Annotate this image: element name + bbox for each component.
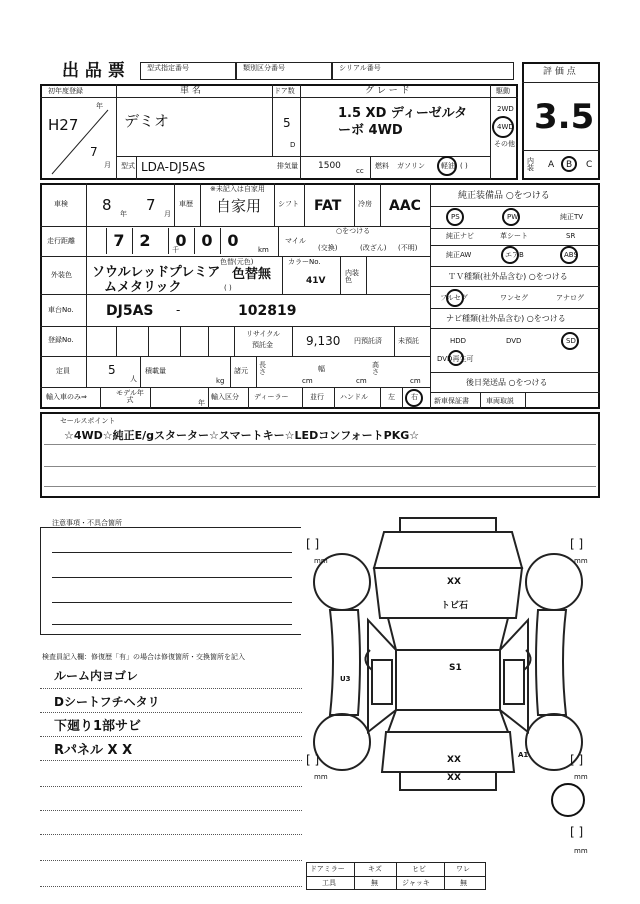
interior-color-label: 内装色 xyxy=(345,269,359,284)
height-cm: cm xyxy=(410,377,421,385)
km-unit: km xyxy=(258,246,269,254)
mm-spare: mm xyxy=(574,847,588,855)
note-line-1: ルーム内ヨゴレ xyxy=(54,669,139,683)
bracket-bl: [ ] xyxy=(306,753,320,767)
model-year-label: モデル年式 xyxy=(116,389,144,404)
tv-fullseg-circle xyxy=(446,289,464,307)
width-cm: cm xyxy=(356,377,367,385)
capacity-label: 定員 xyxy=(56,367,70,375)
car-name: デミオ xyxy=(124,112,170,130)
regno-label: 登録No. xyxy=(48,336,74,344)
grade-line-2: ーボ 4WD xyxy=(338,123,403,138)
mileage-digit-1: 2 xyxy=(132,228,157,254)
thousand-unit: 千 xyxy=(172,246,179,254)
fuel-diesel: 軽油 xyxy=(441,162,455,170)
inspector-label: 検査員記入欄：修復歴「有」の場合は修復箇所・交換箇所を記入 xyxy=(42,653,245,661)
drive-header: 駆動 xyxy=(496,87,510,95)
form-title: 出 品 票 xyxy=(62,61,125,81)
dims-label: 諸元 xyxy=(234,367,248,375)
mileage-digit-2: 0 xyxy=(168,228,193,254)
interior-b-circle xyxy=(561,156,577,172)
tv-fullseg: フルセグ xyxy=(440,294,468,302)
handle-right-circle xyxy=(405,389,423,407)
drive-4wd-circle xyxy=(492,116,514,138)
model-code: LDA-DJ5AS xyxy=(141,160,206,174)
first-reg-era: H27 xyxy=(48,116,79,134)
interior-a: A xyxy=(548,160,555,170)
import-dealer: ディーラー xyxy=(254,393,289,401)
car-name-header: 車 名 xyxy=(180,86,201,96)
odo-unknown: (不明) xyxy=(398,244,418,252)
repaint-value: 色替無 xyxy=(232,267,272,282)
later-warranty: 新車保証書 xyxy=(434,397,469,405)
mm-br: mm xyxy=(574,773,588,781)
width-label: 幅 xyxy=(318,365,325,373)
notes-bracket xyxy=(40,527,301,635)
bracket-spare: [ ] xyxy=(570,825,584,839)
doors-header: ドア数 xyxy=(274,87,295,95)
interior-c: C xyxy=(586,160,593,170)
oem-equipment-title: 純正装備品 ○をつける xyxy=(458,191,550,201)
fuel-diesel-circle xyxy=(437,156,457,176)
equip-leather: 革シート xyxy=(500,232,528,240)
acc-tools-value: 無 xyxy=(371,879,378,887)
dvd-play-circle xyxy=(448,350,464,366)
inspection-month: 7 xyxy=(146,196,156,214)
equip-ps: PS xyxy=(451,213,460,221)
inspection-year-unit: 年 xyxy=(120,210,127,218)
mileage-digit-4: 0 xyxy=(220,228,245,254)
length-cm: cm xyxy=(302,377,313,385)
color-no-label: カラーNo. xyxy=(288,258,321,266)
note-line-2: Dシートフチヘタリ xyxy=(54,695,160,709)
handle-label: ハンドル xyxy=(340,393,368,401)
equip-abs: ABS xyxy=(564,251,578,259)
bracket-br: [ ] xyxy=(570,753,584,767)
interior-label: 内装 xyxy=(527,157,534,172)
damage-xx-rear-2: XX xyxy=(447,773,461,783)
mm-tr: mm xyxy=(574,557,588,565)
mileage-label: 走行距離 xyxy=(47,237,75,245)
import-div-label: 輸入区分 xyxy=(211,393,239,401)
navi-type-title: ナビ種類(社外品含む) ○をつける xyxy=(446,314,566,323)
equip-airbag-circle xyxy=(501,246,519,264)
interior-b: B xyxy=(566,160,573,170)
equip-aw: 純正AW xyxy=(446,251,472,259)
equip-pw-circle xyxy=(502,208,520,226)
chassis-dash: - xyxy=(176,303,181,317)
history-label: 車歴 xyxy=(179,200,193,208)
navi-sd-circle xyxy=(561,332,579,350)
inspection-label: 車検 xyxy=(54,200,68,208)
equip-navi: 純正ナビ xyxy=(446,232,474,240)
aircon-label: 冷房 xyxy=(358,200,372,208)
grade-header: グ レ ー ド xyxy=(365,86,410,96)
drive-other: その他 xyxy=(494,140,515,148)
sales-point-label: セールスポイント xyxy=(60,417,116,425)
shift-value: FAT xyxy=(314,198,342,214)
acc-jack: ジャッキ xyxy=(402,879,430,887)
type-label: 型式 xyxy=(121,162,135,170)
later-shipping-title: 後日発送品 ○をつける xyxy=(466,378,548,387)
mileage-digit-0: 7 xyxy=(106,228,131,254)
fuel-gasoline: ガソリン xyxy=(397,162,425,170)
serial-label: シリアル番号 xyxy=(339,64,381,72)
history-note: ※未記入は自家用 xyxy=(210,185,265,193)
chassis-label: 車台No. xyxy=(48,306,74,314)
equip-ps-circle xyxy=(446,208,464,226)
acc-crack: ヒビ xyxy=(412,865,426,873)
handle-right: 右 xyxy=(411,393,418,401)
odo-exchange: (交換) xyxy=(318,244,338,252)
damage-xx-front: XX xyxy=(447,577,461,587)
damage-a1: A1 xyxy=(518,751,529,759)
equip-pw: PW xyxy=(507,213,519,221)
length-label: 長さ xyxy=(259,361,266,376)
color-label: 外装色 xyxy=(51,271,72,279)
damage-tobiishi: トビ石 xyxy=(441,601,469,611)
acc-jack-value: 無 xyxy=(460,879,467,887)
mile-label: マイル xyxy=(285,237,306,245)
navi-dvd: DVD xyxy=(506,337,522,345)
history-value: 自家用 xyxy=(216,197,262,215)
navi-hdd: HDD xyxy=(450,337,467,345)
chassis-prefix: DJ5AS xyxy=(106,303,154,319)
notes-label: 注意事項・不具合箇所 xyxy=(52,519,122,527)
capacity-value: 5 xyxy=(108,363,116,377)
later-manual: 車両取説 xyxy=(486,397,514,405)
chassis-number: 102819 xyxy=(238,303,297,319)
year-unit: 年 xyxy=(96,102,103,110)
load-label: 積載量 xyxy=(145,367,166,375)
sales-point-text: ☆4WD☆純正E/gスターター☆スマートキー☆LEDコンフォートPKG☆ xyxy=(64,429,420,442)
bracket-tr: [ ] xyxy=(570,537,584,551)
recycle-unpaid: 未預託 xyxy=(398,337,419,345)
bracket-tl: [ ] xyxy=(306,537,320,551)
door-count: 5 xyxy=(283,116,291,130)
capacity-unit: 人 xyxy=(130,375,137,383)
inspection-year: 8 xyxy=(102,196,112,214)
acc-scratch: キズ xyxy=(368,865,382,873)
acc-door-mirror: ドアミラー xyxy=(310,865,345,873)
class-no-label: 類別区分番号 xyxy=(243,64,285,72)
height-label: 高さ xyxy=(372,361,379,376)
odo-hint: ○をつける xyxy=(336,227,371,235)
aircon-value: AAC xyxy=(389,198,421,214)
displacement-value: 1500 xyxy=(318,161,341,171)
equip-airbag: エアB xyxy=(505,251,524,259)
type-cert-label: 型式指定番号 xyxy=(147,64,189,72)
mm-tl: mm xyxy=(314,557,328,565)
import-parallel: 並行 xyxy=(310,393,324,401)
first-reg-header: 初年度登録 xyxy=(48,87,83,95)
navi-dvd-play: DVD再生可 xyxy=(437,355,474,363)
acc-break: ワレ xyxy=(456,865,470,873)
fuel-label: 燃料 xyxy=(375,162,389,170)
damage-s1: S1 xyxy=(449,663,462,673)
mileage-digit-3: 0 xyxy=(194,228,219,254)
drive-4wd: 4WD xyxy=(497,123,514,131)
damage-xx-rear-1: XX xyxy=(447,755,461,765)
shift-label: シフト xyxy=(278,200,299,208)
repaint-label: 色替(元色) xyxy=(220,258,254,266)
color-line-1: ソウルレッドプレミア xyxy=(92,265,221,280)
tv-type-title: ＴＶ種類(社外品含む) ○をつける xyxy=(448,272,568,281)
rating-label: 評 価 点 xyxy=(543,67,576,77)
month-unit: 月 xyxy=(104,161,111,169)
displacement-label: 排気量 xyxy=(277,162,298,170)
color-line-2: ムメタリック xyxy=(104,280,182,295)
model-year-unit: 年 xyxy=(198,399,205,407)
odo-tamper: (改ざん) xyxy=(360,244,387,252)
equip-abs-circle xyxy=(560,246,578,264)
kg-unit: kg xyxy=(216,377,225,385)
rating-score: 3.5 xyxy=(534,97,595,137)
import-label: 輸入車のみ⇒ xyxy=(46,393,87,401)
recycle-label-1: リサイクル xyxy=(246,330,281,338)
repaint-paren: ( ) xyxy=(224,284,232,292)
fuel-other: ( ) xyxy=(460,162,468,170)
note-line-4: Rパネル X X xyxy=(54,743,133,758)
acc-tools: 工具 xyxy=(322,879,336,887)
tv-oneseg: ワンセグ xyxy=(500,294,528,302)
recycle-paid: 円預託済 xyxy=(354,337,382,345)
note-line-3: 下廻り1部サビ xyxy=(54,719,142,734)
mm-bl: mm xyxy=(314,773,328,781)
color-no-value: 41V xyxy=(306,276,326,286)
inspection-month-unit: 月 xyxy=(164,210,171,218)
recycle-label-2: 預託金 xyxy=(252,341,273,349)
handle-left: 左 xyxy=(388,393,395,401)
recycle-value: 9,130 xyxy=(306,334,341,348)
drive-2wd: 2WD xyxy=(497,105,514,113)
year-month-slash xyxy=(42,98,116,180)
grade-line-1: 1.5 XD ディーゼルタ xyxy=(338,106,468,121)
navi-sd: SD xyxy=(566,337,576,345)
first-reg-month: 7 xyxy=(90,145,98,159)
equip-sr: SR xyxy=(566,232,576,240)
door-unit: D xyxy=(290,141,296,149)
tv-analog: アナログ xyxy=(556,294,584,302)
cc-unit: cc xyxy=(356,167,364,175)
damage-u3: U3 xyxy=(340,675,351,683)
equip-tv: 純正TV xyxy=(560,213,584,221)
